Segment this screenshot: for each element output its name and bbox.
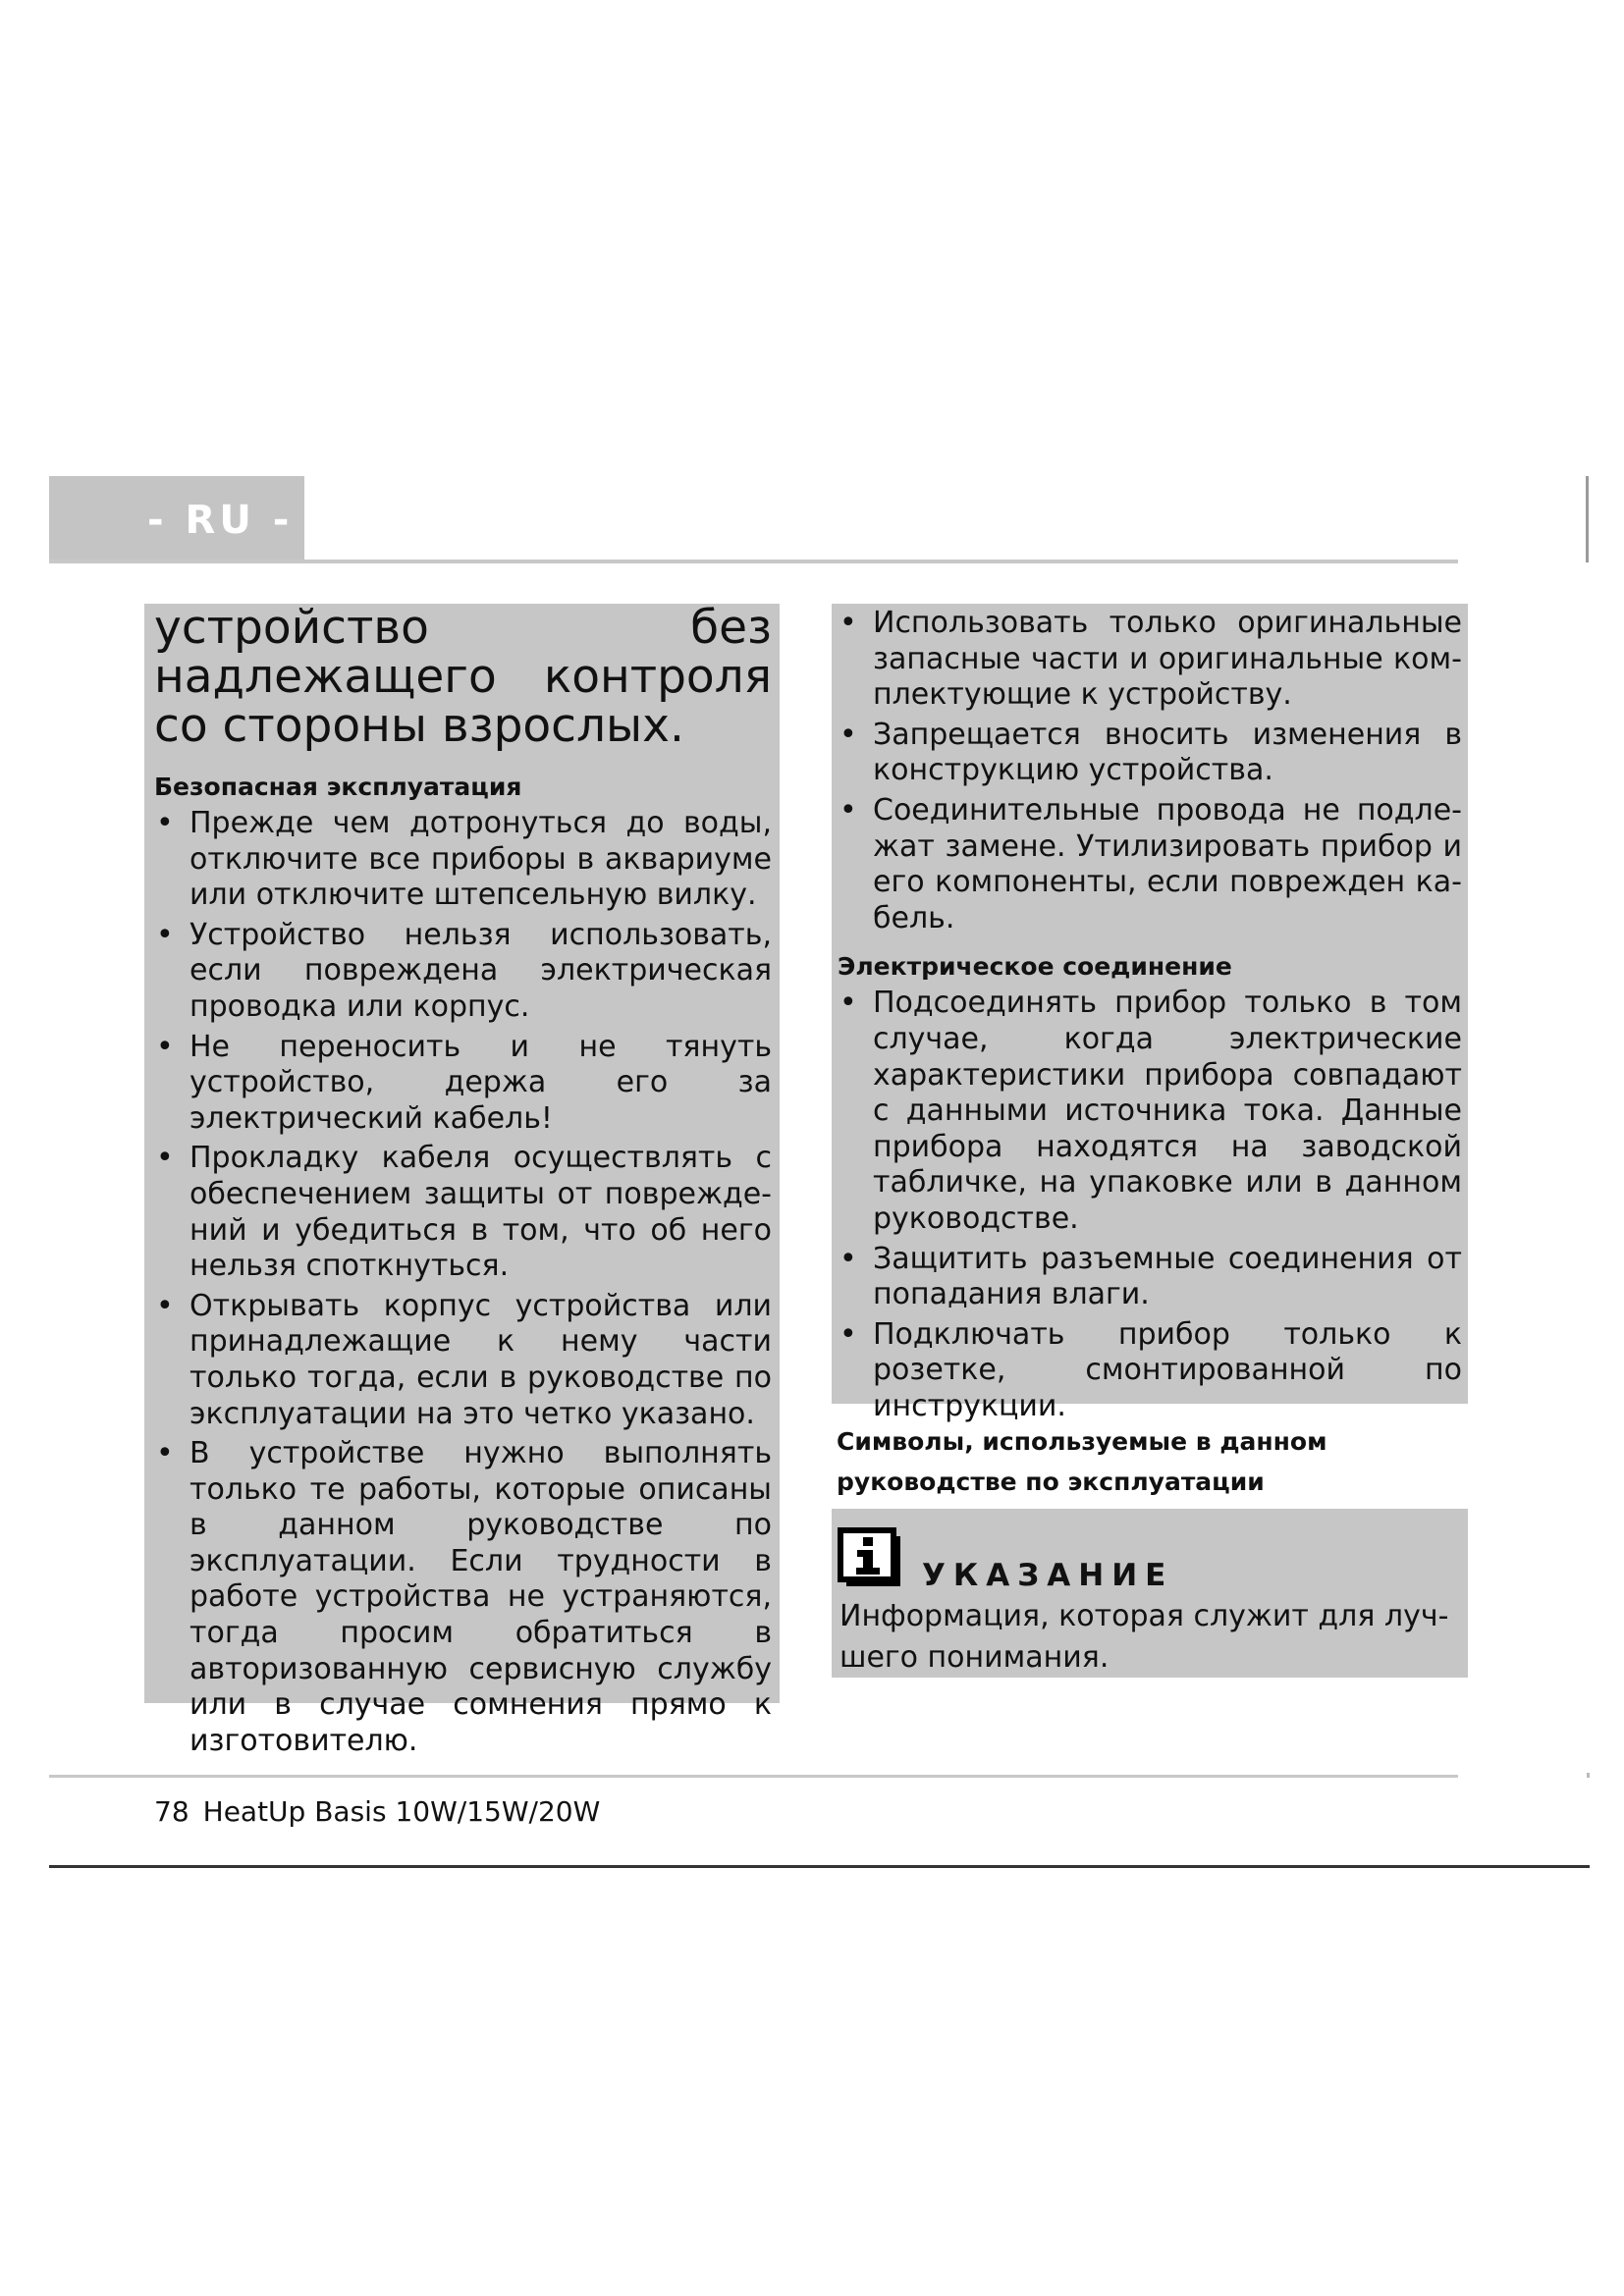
list-item: • Открывать корпус устройства или принадлежащие к нему части только тогда, если в руководстве по эксплуатации на это четко указано. <box>152 1289 772 1432</box>
list-item: • Подключать прибор только к розетке, смонтированной по инструкции. <box>836 1317 1462 1425</box>
left-column <box>144 601 780 1758</box>
page-footer <box>154 1794 600 1830</box>
spare-parts-list <box>836 606 1462 936</box>
list-item: • Подсоединять прибор только в том случае, когда электрические характеристики прибора совпадают с данными источника тока. Данные прибора находятся на заводской табличке, на упаковке или в данном руководстве. <box>836 986 1462 1237</box>
list-item: • Не переносить и не тянуть устройство, держа его за электрический кабель! <box>152 1030 772 1138</box>
list-item: • Прежде чем дотронуться до воды, отключите все приборы в аквариуме или отключите штепсельную вилку. <box>152 806 772 914</box>
list-item: • Защитить разъемные соединения от попадания влаги. <box>836 1242 1462 1313</box>
product-name: HeatUp Basis 10W/15W/20W <box>202 1795 601 1828</box>
language-label: - RU - <box>147 498 294 543</box>
page-edge-mark <box>1587 1773 1590 1778</box>
header-divider <box>49 560 1458 563</box>
footer-divider <box>49 1775 1458 1778</box>
electrical-connection-list <box>836 986 1462 1424</box>
list-item: • Устройство нельзя использовать, если повреждена электрическая проводка или корпус. <box>152 918 772 1026</box>
list-item: • Прокладку кабеля осуществлять с обеспечением защиты от повреждений и убедиться в том, что об него нельзя споткнуться. <box>152 1141 772 1284</box>
language-tab <box>49 476 304 561</box>
info-icon <box>838 1527 900 1590</box>
list-item: • Использовать только оригинальные запасные части и оригинальные комплектующие к устройству. <box>836 606 1462 714</box>
note-title: УКАЗАНИЕ <box>922 1558 1174 1593</box>
note-header <box>838 1522 1462 1593</box>
intro-text: устройство без надлежащего контроля со стороны взрослых. <box>154 601 772 753</box>
bottom-divider <box>49 1865 1590 1868</box>
page-edge-mark <box>1586 476 1589 562</box>
electrical-connection-heading: Электрическое соединение <box>838 952 1232 982</box>
list-item: • Соединительные провода не подлежат замене. Утилизировать прибор и его компоненты, если поврежден кабель. <box>836 793 1462 936</box>
note-box <box>832 1509 1468 1678</box>
right-column <box>832 604 1468 1423</box>
safe-operation-heading: Безопасная эксплуатация <box>154 773 522 801</box>
list-item: • В устройстве нужно выполнять только те работы, которые описаны в данном руководстве по эксплуатации. Если трудности в работе устройства не устраняются, тогда просим обратиться в авторизованную сервисную службу или в случае сомнения прямо к изготовителю. <box>152 1436 772 1759</box>
list-item: • Запрещается вносить изменения в конструкцию устройства. <box>836 718 1462 789</box>
page-number: 78 <box>154 1795 189 1828</box>
symbols-heading: Символы, используемые в данном руководстве по эксплуатации <box>837 1427 1327 1496</box>
safe-operation-list <box>152 806 772 1759</box>
note-text: Информация, которая служит для лучшего понимания. <box>839 1599 1449 1675</box>
